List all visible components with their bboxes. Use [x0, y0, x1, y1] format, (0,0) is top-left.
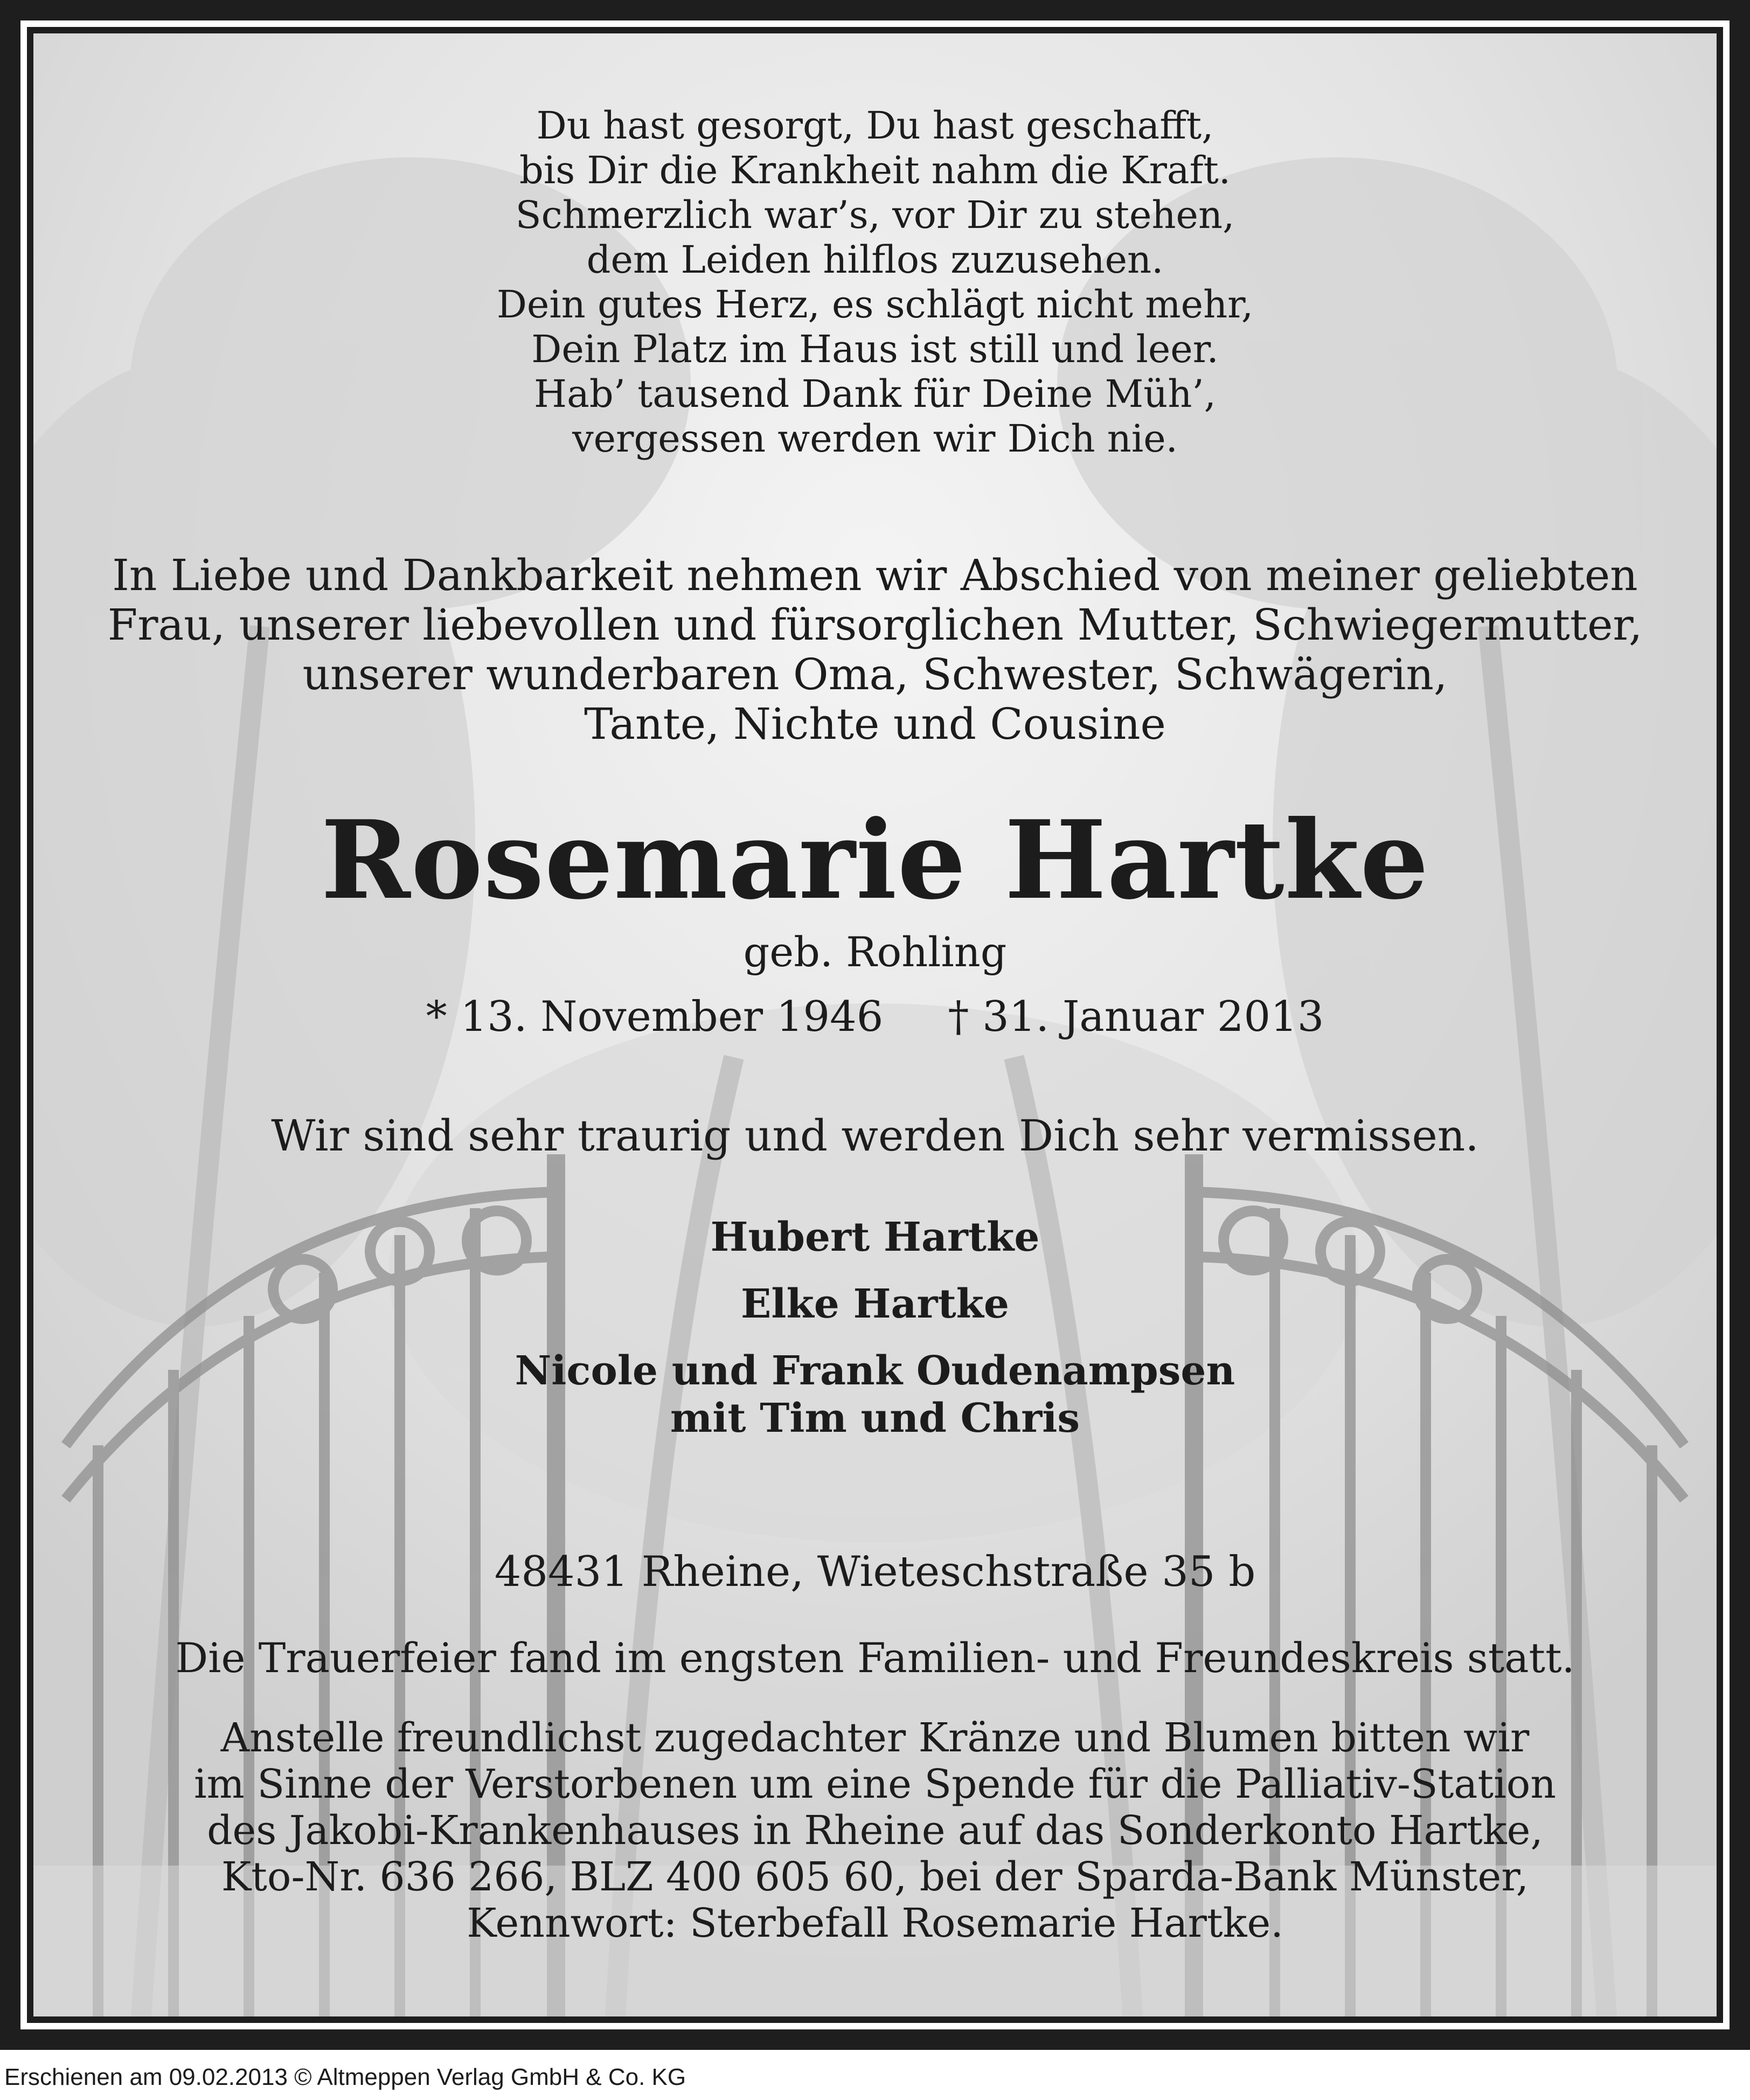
intro-line: In Liebe und Dankbarkeit nehmen wir Abschied von meiner geliebten — [112, 550, 1638, 600]
obituary-panel — [27, 27, 1723, 2023]
mourner-name: Elke Hartke — [740, 1281, 1010, 1327]
farewell-intro — [33, 551, 1717, 749]
maiden-name: geb. Rohling — [743, 928, 1007, 976]
donation-request — [33, 1715, 1717, 1946]
mourner-name: Nicole und Frank Oudenampsen — [515, 1348, 1235, 1394]
poem-line: dem Leiden hilflos zuzusehen. — [586, 238, 1164, 282]
intro-line: Frau, unserer liebevollen und fürsorglichen Mutter, Schwiegermutter, — [107, 600, 1643, 650]
life-dates — [33, 993, 1717, 1041]
donation-line: im Sinne der Verstorbenen um eine Spende für die Palliativ-Station — [193, 1761, 1557, 1807]
mourner-name: mit Tim und Chris — [670, 1395, 1080, 1441]
poem-line: Du hast gesorgt, Du hast geschafft, — [536, 103, 1214, 148]
memorial-poem — [33, 103, 1717, 461]
family-address: 48431 Rheine, Wieteschstraße 35 b — [494, 1548, 1256, 1596]
closing-sentence: Wir sind sehr traurig und werden Dich sehr vermissen. — [271, 1111, 1479, 1161]
poem-line: vergessen werden wir Dich nie. — [572, 417, 1178, 461]
ceremony-note: Die Trauerfeier fand im engsten Familien- und Freundeskreis statt. — [175, 1634, 1575, 1682]
donation-line: Anstelle freundlichst zugedachter Kränze und Blumen bitten wir — [220, 1715, 1530, 1761]
mourner-name: Hubert Hartke — [710, 1214, 1040, 1260]
intro-line: unserer wunderbaren Oma, Schwester, Schwägerin, — [302, 649, 1448, 699]
publication-footer: Erschienen am 09.02.2013 © Altmeppen Verlag GmbH & Co. KG — [4, 2064, 686, 2090]
poem-line: bis Dir die Krankheit nahm die Kraft. — [519, 148, 1231, 192]
poem-line: Dein gutes Herz, es schlägt nicht mehr, — [496, 282, 1254, 327]
death-date: † 31. Januar 2013 — [948, 993, 1324, 1041]
poem-line: Hab’ tausend Dank für Deine Müh’, — [534, 372, 1216, 416]
obituary-inner-margin — [20, 20, 1730, 2029]
poem-line: Dein Platz im Haus ist still und leer. — [531, 327, 1219, 371]
poem-line: Schmerzlich war’s, vor Dir zu stehen, — [515, 193, 1235, 237]
mourners-list — [33, 1214, 1717, 1442]
intro-line: Tante, Nichte und Cousine — [584, 699, 1166, 749]
donation-line: Kto-Nr. 636 266, BLZ 400 605 60, bei der Sparda-Bank Münster, — [221, 1854, 1529, 1900]
donation-line: Kennwort: Sterbefall Rosemarie Hartke. — [467, 1900, 1283, 1946]
deceased-name: Rosemarie Hartke — [321, 797, 1429, 924]
birth-date: * 13. November 1946 — [426, 993, 884, 1041]
donation-line: des Jakobi-Krankenhauses in Rheine auf das Sonderkonto Hartke, — [207, 1807, 1543, 1854]
